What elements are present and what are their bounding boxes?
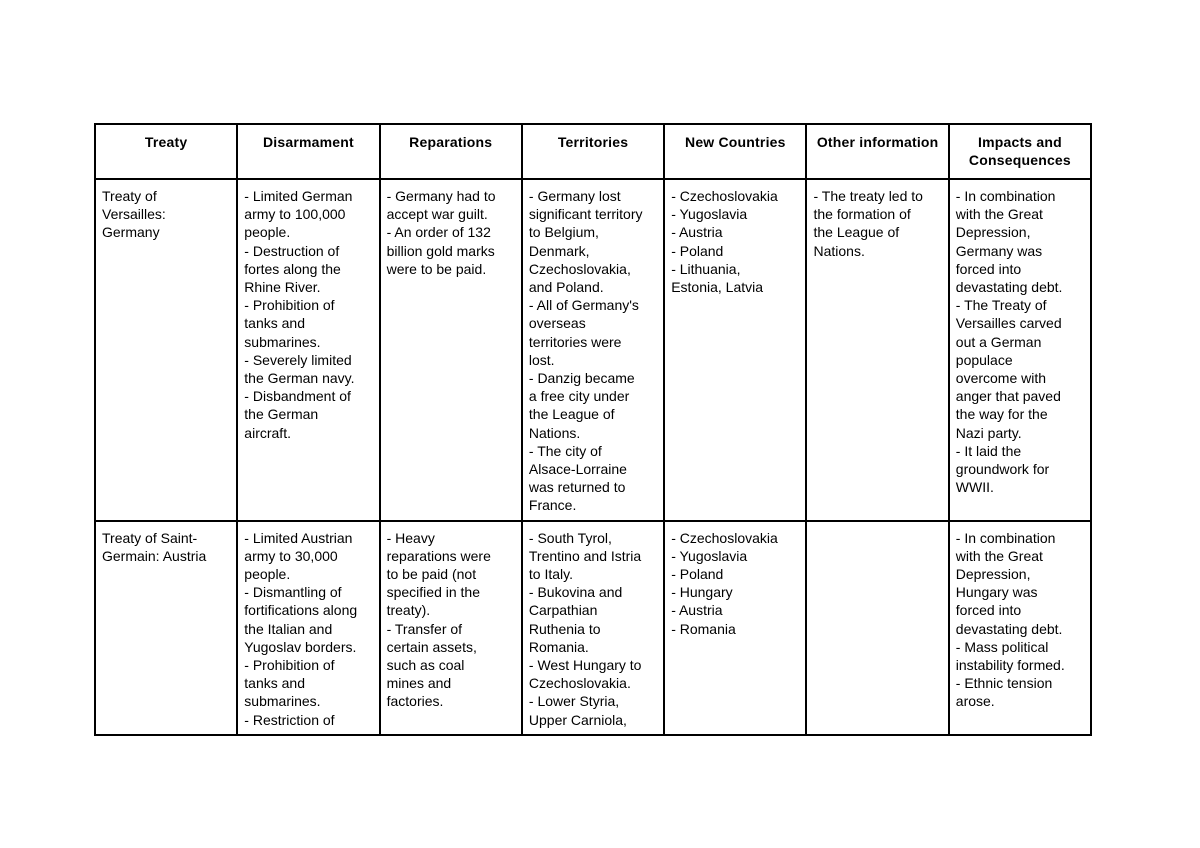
table-row [95,179,1091,521]
cell-reparations: - Germany had to accept war guilt. - An order of 132 billion gold marks were to be paid. [380,179,522,521]
header-disarmament: Disarmament [237,124,379,179]
table-header-row [95,124,1091,179]
cell-disarmament: - Limited Austrian army to 30,000 people. - Dismantling of fortifications along the Italian and Yugoslav borders. - Prohibition of tanks and submarines. - Restriction of [237,521,379,735]
cell-treaty-name: Treaty of Saint- Germain: Austria [95,521,237,735]
table-row [95,521,1091,735]
cell-territories: - Germany lost significant territory to Belgium, Denmark, Czechoslovakia, and Poland. - All of Germany's overseas territories were lost. - Danzig became a free city under the League of Nations. - The city of Alsace-Lorraine was returned to France. [522,179,664,521]
cell-other-information: - The treaty led to the formation of the League of Nations. [806,179,948,521]
cell-treaty-name: Treaty of Versailles: Germany [95,179,237,521]
cell-disarmament: - Limited German army to 100,000 people. - Destruction of fortes along the Rhine River. - Prohibition of tanks and submarines. - Severely limited the German navy. - Disbandment of the German aircraft. [237,179,379,521]
header-other-information: Other information [806,124,948,179]
header-treaty: Treaty [95,124,237,179]
cell-reparations: - Heavy reparations were to be paid (not specified in the treaty). - Transfer of certain assets, such as coal mines and factories. [380,521,522,735]
header-territories: Territories [522,124,664,179]
cell-other-information [806,521,948,735]
header-reparations: Reparations [380,124,522,179]
cell-new-countries: - Czechoslovakia - Yugoslavia - Austria - Poland - Lithuania, Estonia, Latvia [664,179,806,521]
cell-new-countries: - Czechoslovakia - Yugoslavia - Poland - Hungary - Austria - Romania [664,521,806,735]
cell-impacts: - In combination with the Great Depression, Germany was forced into devastating debt. - The Treaty of Versailles carved out a German populace overcome with anger that paved the way for the Nazi party. - It laid the groundwork for WWII. [949,179,1091,521]
treaty-comparison-table [94,123,1092,736]
cell-territories: - South Tyrol, Trentino and Istria to Italy. - Bukovina and Carpathian Ruthenia to Romania. - West Hungary to Czechoslovakia. - Lower Styria, Upper Carniola, [522,521,664,735]
header-impacts: Impacts and Consequences [949,124,1091,179]
header-new-countries: New Countries [664,124,806,179]
cell-impacts: - In combination with the Great Depression, Hungary was forced into devastating debt. - Mass political instability formed. - Ethnic tension arose. [949,521,1091,735]
